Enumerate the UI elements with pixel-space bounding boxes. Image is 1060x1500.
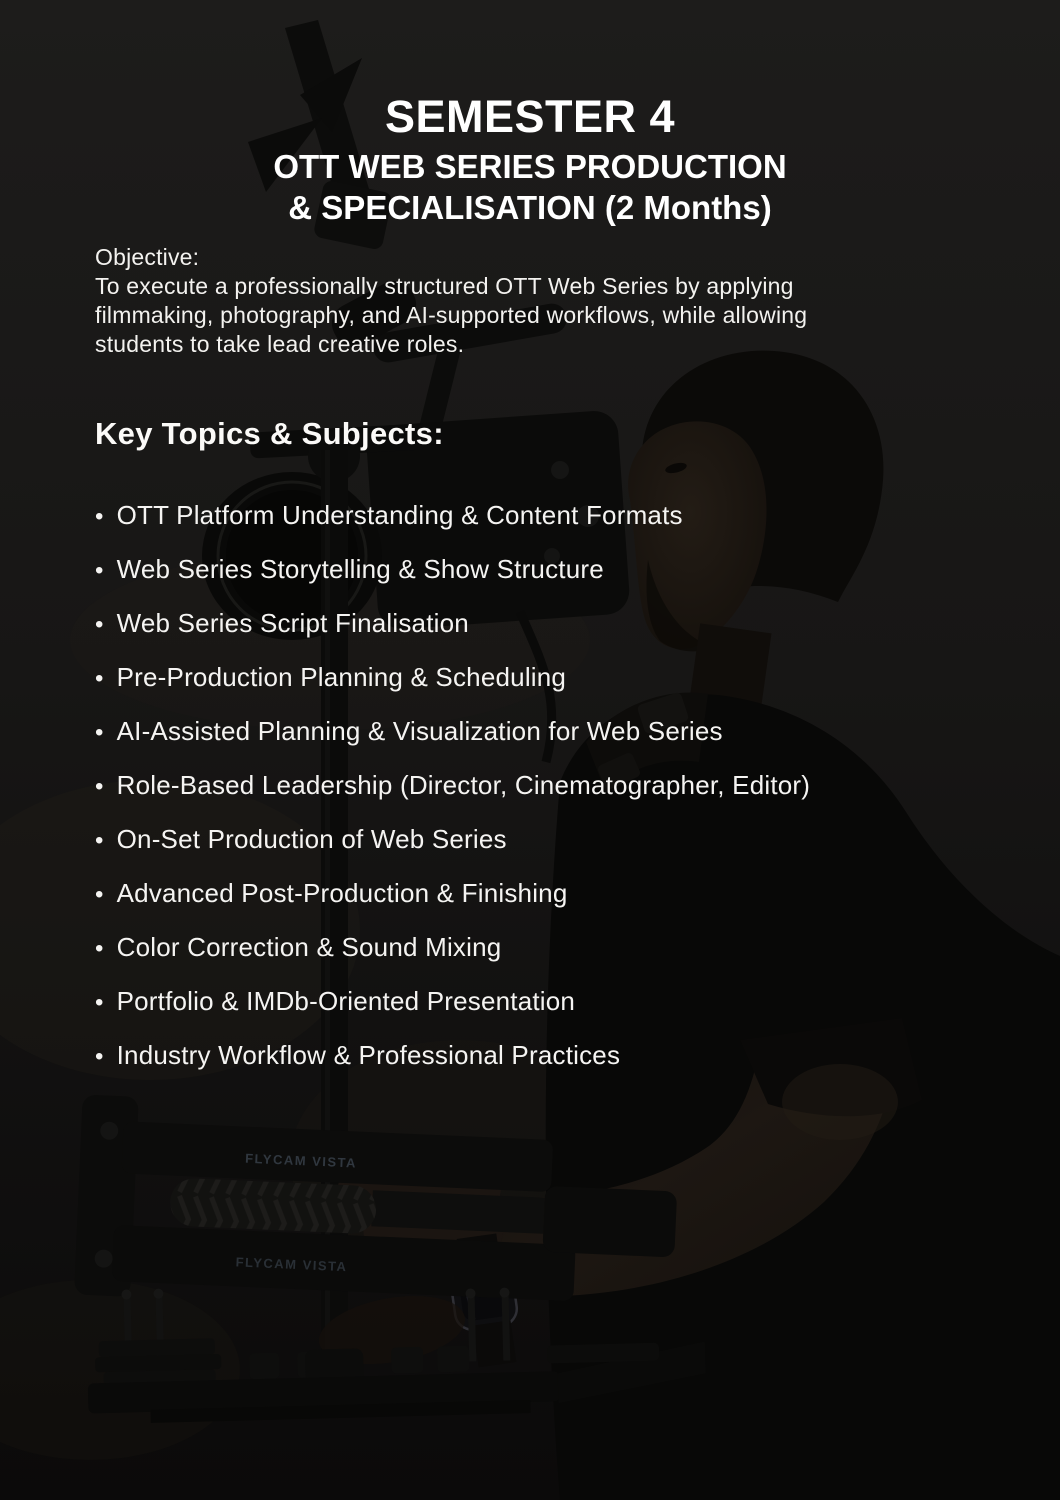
topic-label: OTT Platform Understanding & Content Formats <box>116 500 683 530</box>
topic-label: AI-Assisted Planning & Visualization for Web Series <box>116 716 723 746</box>
topic-label: Portfolio & IMDb-Oriented Presentation <box>116 986 576 1016</box>
topic-label: Pre-Production Planning & Scheduling <box>116 662 567 692</box>
header <box>0 91 1060 229</box>
topic-label: Industry Workflow & Professional Practices <box>116 1040 621 1070</box>
topic-label: On-Set Production of Web Series <box>116 824 507 854</box>
topic-item <box>95 932 810 964</box>
bullet-icon: • <box>95 773 104 800</box>
topic-item <box>95 554 810 586</box>
topic-label: Role-Based Leadership (Director, Cinematographer, Editor) <box>116 770 811 800</box>
objective-text-line3: students to take lead creative roles. <box>95 331 465 357</box>
topic-item <box>95 716 810 748</box>
semester-title: SEMESTER 4 <box>384 91 676 142</box>
topic-item <box>95 662 810 694</box>
objective-label: Objective: <box>95 244 200 270</box>
topic-item <box>95 500 810 532</box>
objective-text-line1: To execute a professionally structured OTT Web Series by applying <box>95 273 794 299</box>
topic-list <box>95 500 810 1094</box>
course-subtitle <box>0 147 1060 229</box>
topic-item <box>95 1040 810 1072</box>
topic-item <box>95 770 810 802</box>
topic-item <box>95 824 810 856</box>
topic-label: Color Correction & Sound Mixing <box>116 932 502 962</box>
equipment-brand-text-upper: FLYCAM VISTA <box>244 1150 358 1171</box>
equipment-brand-text-lower: FLYCAM VISTA <box>235 1254 348 1275</box>
bullet-icon: • <box>95 881 104 908</box>
topic-label: Advanced Post-Production & Finishing <box>116 878 568 908</box>
bullet-icon: • <box>95 503 104 530</box>
course-subtitle-line2: & SPECIALISATION (2 Months) <box>288 188 772 226</box>
bullet-icon: • <box>95 611 104 638</box>
objective-section <box>95 243 975 359</box>
topic-label: Web Series Script Finalisation <box>116 608 469 638</box>
bullet-icon: • <box>95 827 104 854</box>
bullet-icon: • <box>95 1043 104 1070</box>
bullet-icon: • <box>95 719 104 746</box>
objective-text-line2: filmmaking, photography, and AI-supported workflows, while allowing <box>95 302 808 328</box>
bullet-icon: • <box>95 665 104 692</box>
bullet-icon: • <box>95 935 104 962</box>
topic-label: Web Series Storytelling & Show Structure <box>116 554 604 584</box>
topic-item <box>95 878 810 910</box>
topic-item <box>95 986 810 1018</box>
course-subtitle-line1: OTT WEB SERIES PRODUCTION <box>273 148 787 185</box>
topic-item <box>95 608 810 640</box>
bullet-icon: • <box>95 989 104 1016</box>
key-topics-heading: Key Topics & Subjects: <box>95 415 444 451</box>
bullet-icon: • <box>95 557 104 584</box>
